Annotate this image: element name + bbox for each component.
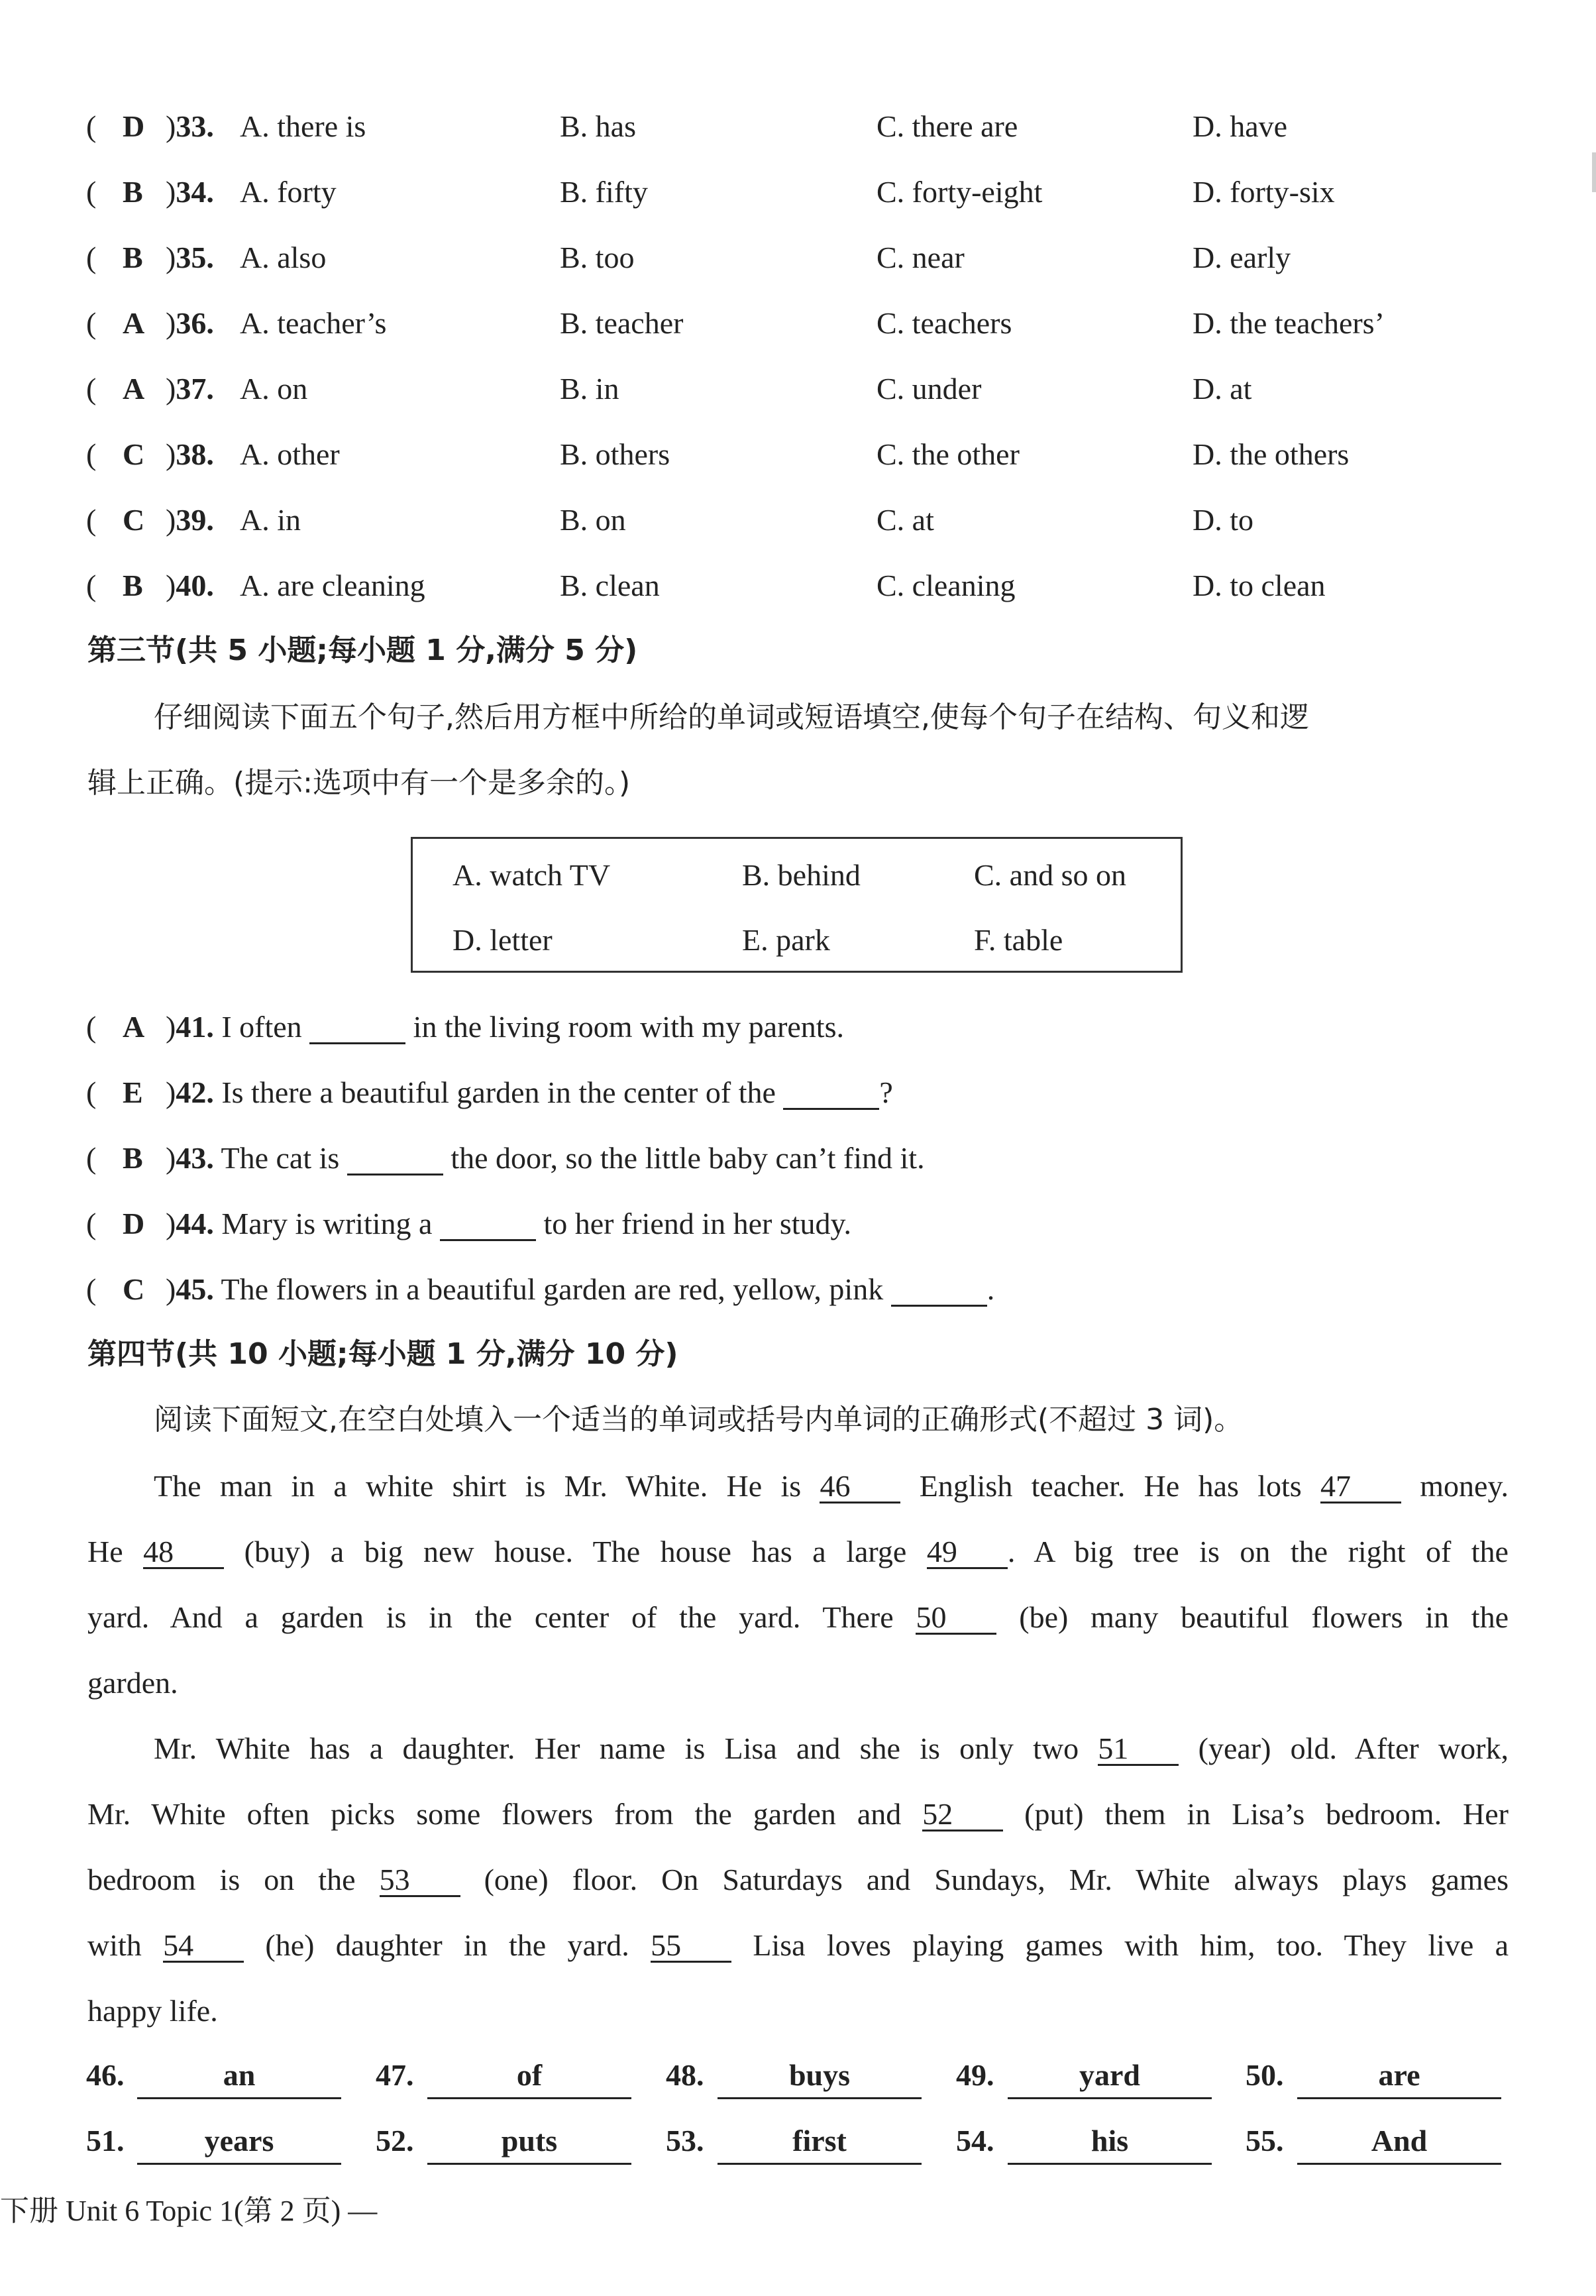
answer-letter: B	[123, 569, 143, 602]
option-c: C. the other	[877, 437, 1020, 471]
blank-50: 50	[916, 1602, 996, 1635]
paren-open: (	[86, 1010, 97, 1044]
option-d: D. to clean	[1193, 569, 1326, 602]
option-d: D. at	[1193, 372, 1252, 406]
word-bank-box	[411, 837, 1183, 973]
section3-instruction-line2: 辑上正确。(提示:选项中有一个是多余的。)	[87, 766, 631, 800]
option-a: A. other	[240, 437, 340, 471]
paren-open: (	[86, 1141, 97, 1175]
option-a: A. also	[240, 241, 327, 274]
blank-55: 55	[651, 1930, 731, 1963]
passage-line: The man in a white shirt is Mr. White. He is 46 English teacher. He has lots 47 money.	[154, 1469, 1509, 1503]
question-line: )44. Mary is writing a to her friend in her study.	[166, 1207, 852, 1240]
paren-open: (	[86, 569, 97, 602]
paren-open: (	[86, 306, 97, 340]
question-line: )41. I often in the living room with my parents.	[166, 1010, 844, 1044]
answer-letter: A	[123, 372, 145, 406]
paren-open: (	[86, 1207, 97, 1240]
option-b: B. too	[560, 241, 635, 274]
answer-letter: A	[123, 306, 145, 340]
answer-letter: B	[123, 241, 143, 274]
answer-letter: D	[123, 109, 145, 143]
answer-num: 47.	[376, 2058, 414, 2092]
section3-heading: 第三节(共 5 小题;每小题 1 分,满分 5 分)	[87, 633, 638, 667]
answer-num: 52.	[376, 2124, 414, 2158]
option-a: A. are cleaning	[240, 569, 425, 602]
answer-num: 51.	[86, 2124, 125, 2158]
answer-value: of	[427, 2060, 631, 2099]
answer-value: And	[1297, 2126, 1501, 2165]
passage-line: Mr. White often picks some flowers from the garden and 52 (put) them in Lisa’s bedroom. Her	[87, 1797, 1509, 1831]
blank-54: 54	[163, 1930, 244, 1963]
option-b: B. teacher	[560, 306, 684, 340]
answer-num: 50.	[1246, 2058, 1284, 2092]
paren-open: (	[86, 175, 97, 209]
paren-open: (	[86, 109, 97, 143]
passage-line: happy life.	[87, 1994, 218, 2028]
option-d: D. the others	[1193, 437, 1350, 471]
word-option: E. park	[742, 923, 830, 957]
question-number: )35.	[166, 241, 214, 274]
answer-value: buys	[718, 2060, 922, 2099]
option-c: C. under	[877, 372, 982, 406]
answer-num: 55.	[1246, 2124, 1284, 2158]
answer-blank	[891, 1274, 987, 1307]
question-number: )38.	[166, 437, 214, 471]
word-option: D. letter	[452, 923, 553, 957]
option-a: A. teacher’s	[240, 306, 387, 340]
answer-value: first	[718, 2126, 922, 2165]
answer-value: years	[137, 2126, 341, 2165]
answer-num: 54.	[956, 2124, 994, 2158]
passage-line: yard. And a garden is in the center of the yard. There 50 (be) many beautiful flowers in the	[87, 1600, 1509, 1634]
option-c: C. near	[877, 241, 965, 274]
blank-52: 52	[922, 1799, 1003, 1831]
option-d: D. have	[1193, 109, 1288, 143]
blank-53: 53	[380, 1865, 460, 1897]
question-number: )39.	[166, 503, 214, 537]
option-b: B. has	[560, 109, 636, 143]
section3-instruction-line1: 仔细阅读下面五个句子,然后用方框中所给的单词或短语填空,使每个句子在结构、句义和逻	[154, 700, 1309, 734]
option-d: D. early	[1193, 241, 1291, 274]
answer-num: 49.	[956, 2058, 994, 2092]
word-option: C. and so on	[974, 858, 1126, 892]
answer-letter: C	[123, 437, 145, 471]
word-option: A. watch TV	[452, 858, 611, 892]
answer-num: 48.	[666, 2058, 704, 2092]
option-d: D. to	[1193, 503, 1253, 537]
paren-open: (	[86, 372, 97, 406]
paren-open: (	[86, 1272, 97, 1306]
option-b: B. on	[560, 503, 626, 537]
paren-open: (	[86, 241, 97, 274]
blank-48: 48	[143, 1537, 224, 1569]
paren-open: (	[86, 503, 97, 537]
option-a: A. there is	[240, 109, 366, 143]
question-line: )45. The flowers in a beautiful garden are red, yellow, pink .	[166, 1272, 995, 1306]
section4-instruction: 阅读下面短文,在空白处填入一个适当的单词或括号内单词的正确形式(不超过 3 词)。	[154, 1403, 1244, 1437]
answer-blank	[783, 1077, 879, 1110]
question-number: )33.	[166, 109, 214, 143]
answer-value: are	[1297, 2060, 1501, 2099]
answer-letter: B	[123, 1141, 143, 1175]
option-c: C. teachers	[877, 306, 1012, 340]
question-line: )42. Is there a beautiful garden in the center of the ?	[166, 1075, 893, 1109]
answer-value: his	[1008, 2126, 1212, 2165]
option-a: A. forty	[240, 175, 337, 209]
answer-letter: C	[123, 503, 145, 537]
option-c: C. cleaning	[877, 569, 1016, 602]
option-d: D. forty-six	[1193, 175, 1335, 209]
option-b: B. others	[560, 437, 670, 471]
question-number: )36.	[166, 306, 214, 340]
option-a: A. in	[240, 503, 301, 537]
question-line: )43. The cat is the door, so the little baby can’t find it.	[166, 1141, 925, 1175]
option-b: B. clean	[560, 569, 660, 602]
answer-blank	[440, 1209, 536, 1241]
blank-46: 46	[820, 1471, 900, 1503]
question-number: )40.	[166, 569, 214, 602]
scan-edge-mark	[1592, 152, 1596, 192]
answer-value: an	[137, 2060, 341, 2099]
passage-line: Mr. White has a daughter. Her name is Lisa and she is only two 51 (year) old. After work,	[154, 1731, 1509, 1765]
paren-open: (	[86, 437, 97, 471]
blank-51: 51	[1098, 1733, 1179, 1766]
question-number: )34.	[166, 175, 214, 209]
answer-letter: B	[123, 175, 143, 209]
passage-line: with 54 (he) daughter in the yard. 55 Lisa loves playing games with him, too. They live a	[87, 1928, 1509, 1962]
word-option: F. table	[974, 923, 1063, 957]
answer-letter: D	[123, 1207, 145, 1240]
answer-value: yard	[1008, 2060, 1212, 2099]
answer-num: 53.	[666, 2124, 704, 2158]
word-option: B. behind	[742, 858, 861, 892]
option-c: C. there are	[877, 109, 1018, 143]
passage-line: garden.	[87, 1666, 178, 1700]
answer-letter: A	[123, 1010, 145, 1044]
blank-47: 47	[1320, 1471, 1401, 1503]
answer-letter: E	[123, 1075, 143, 1109]
option-c: C. at	[877, 503, 934, 537]
option-c: C. forty-eight	[877, 175, 1043, 209]
answer-letter: C	[123, 1272, 145, 1306]
answer-blank	[309, 1012, 405, 1044]
option-a: A. on	[240, 372, 308, 406]
option-b: B. fifty	[560, 175, 648, 209]
passage-line: bedroom is on the 53 (one) floor. On Saturdays and Sundays, Mr. White always plays games	[87, 1863, 1509, 1896]
option-b: B. in	[560, 372, 619, 406]
page-footer: 下册 Unit 6 Topic 1(第 2 页) —	[0, 2195, 378, 2227]
answer-blank	[347, 1143, 443, 1175]
section4-heading: 第四节(共 10 小题;每小题 1 分,满分 10 分)	[87, 1337, 678, 1371]
paren-open: (	[86, 1075, 97, 1109]
option-d: D. the teachers’	[1193, 306, 1385, 340]
question-number: )37.	[166, 372, 214, 406]
answer-num: 46.	[86, 2058, 125, 2092]
answer-value: puts	[427, 2126, 631, 2165]
passage-line: He 48 (buy) a big new house. The house has a large 49 . A big tree is on the right of the	[87, 1535, 1509, 1568]
blank-49: 49	[927, 1537, 1008, 1569]
